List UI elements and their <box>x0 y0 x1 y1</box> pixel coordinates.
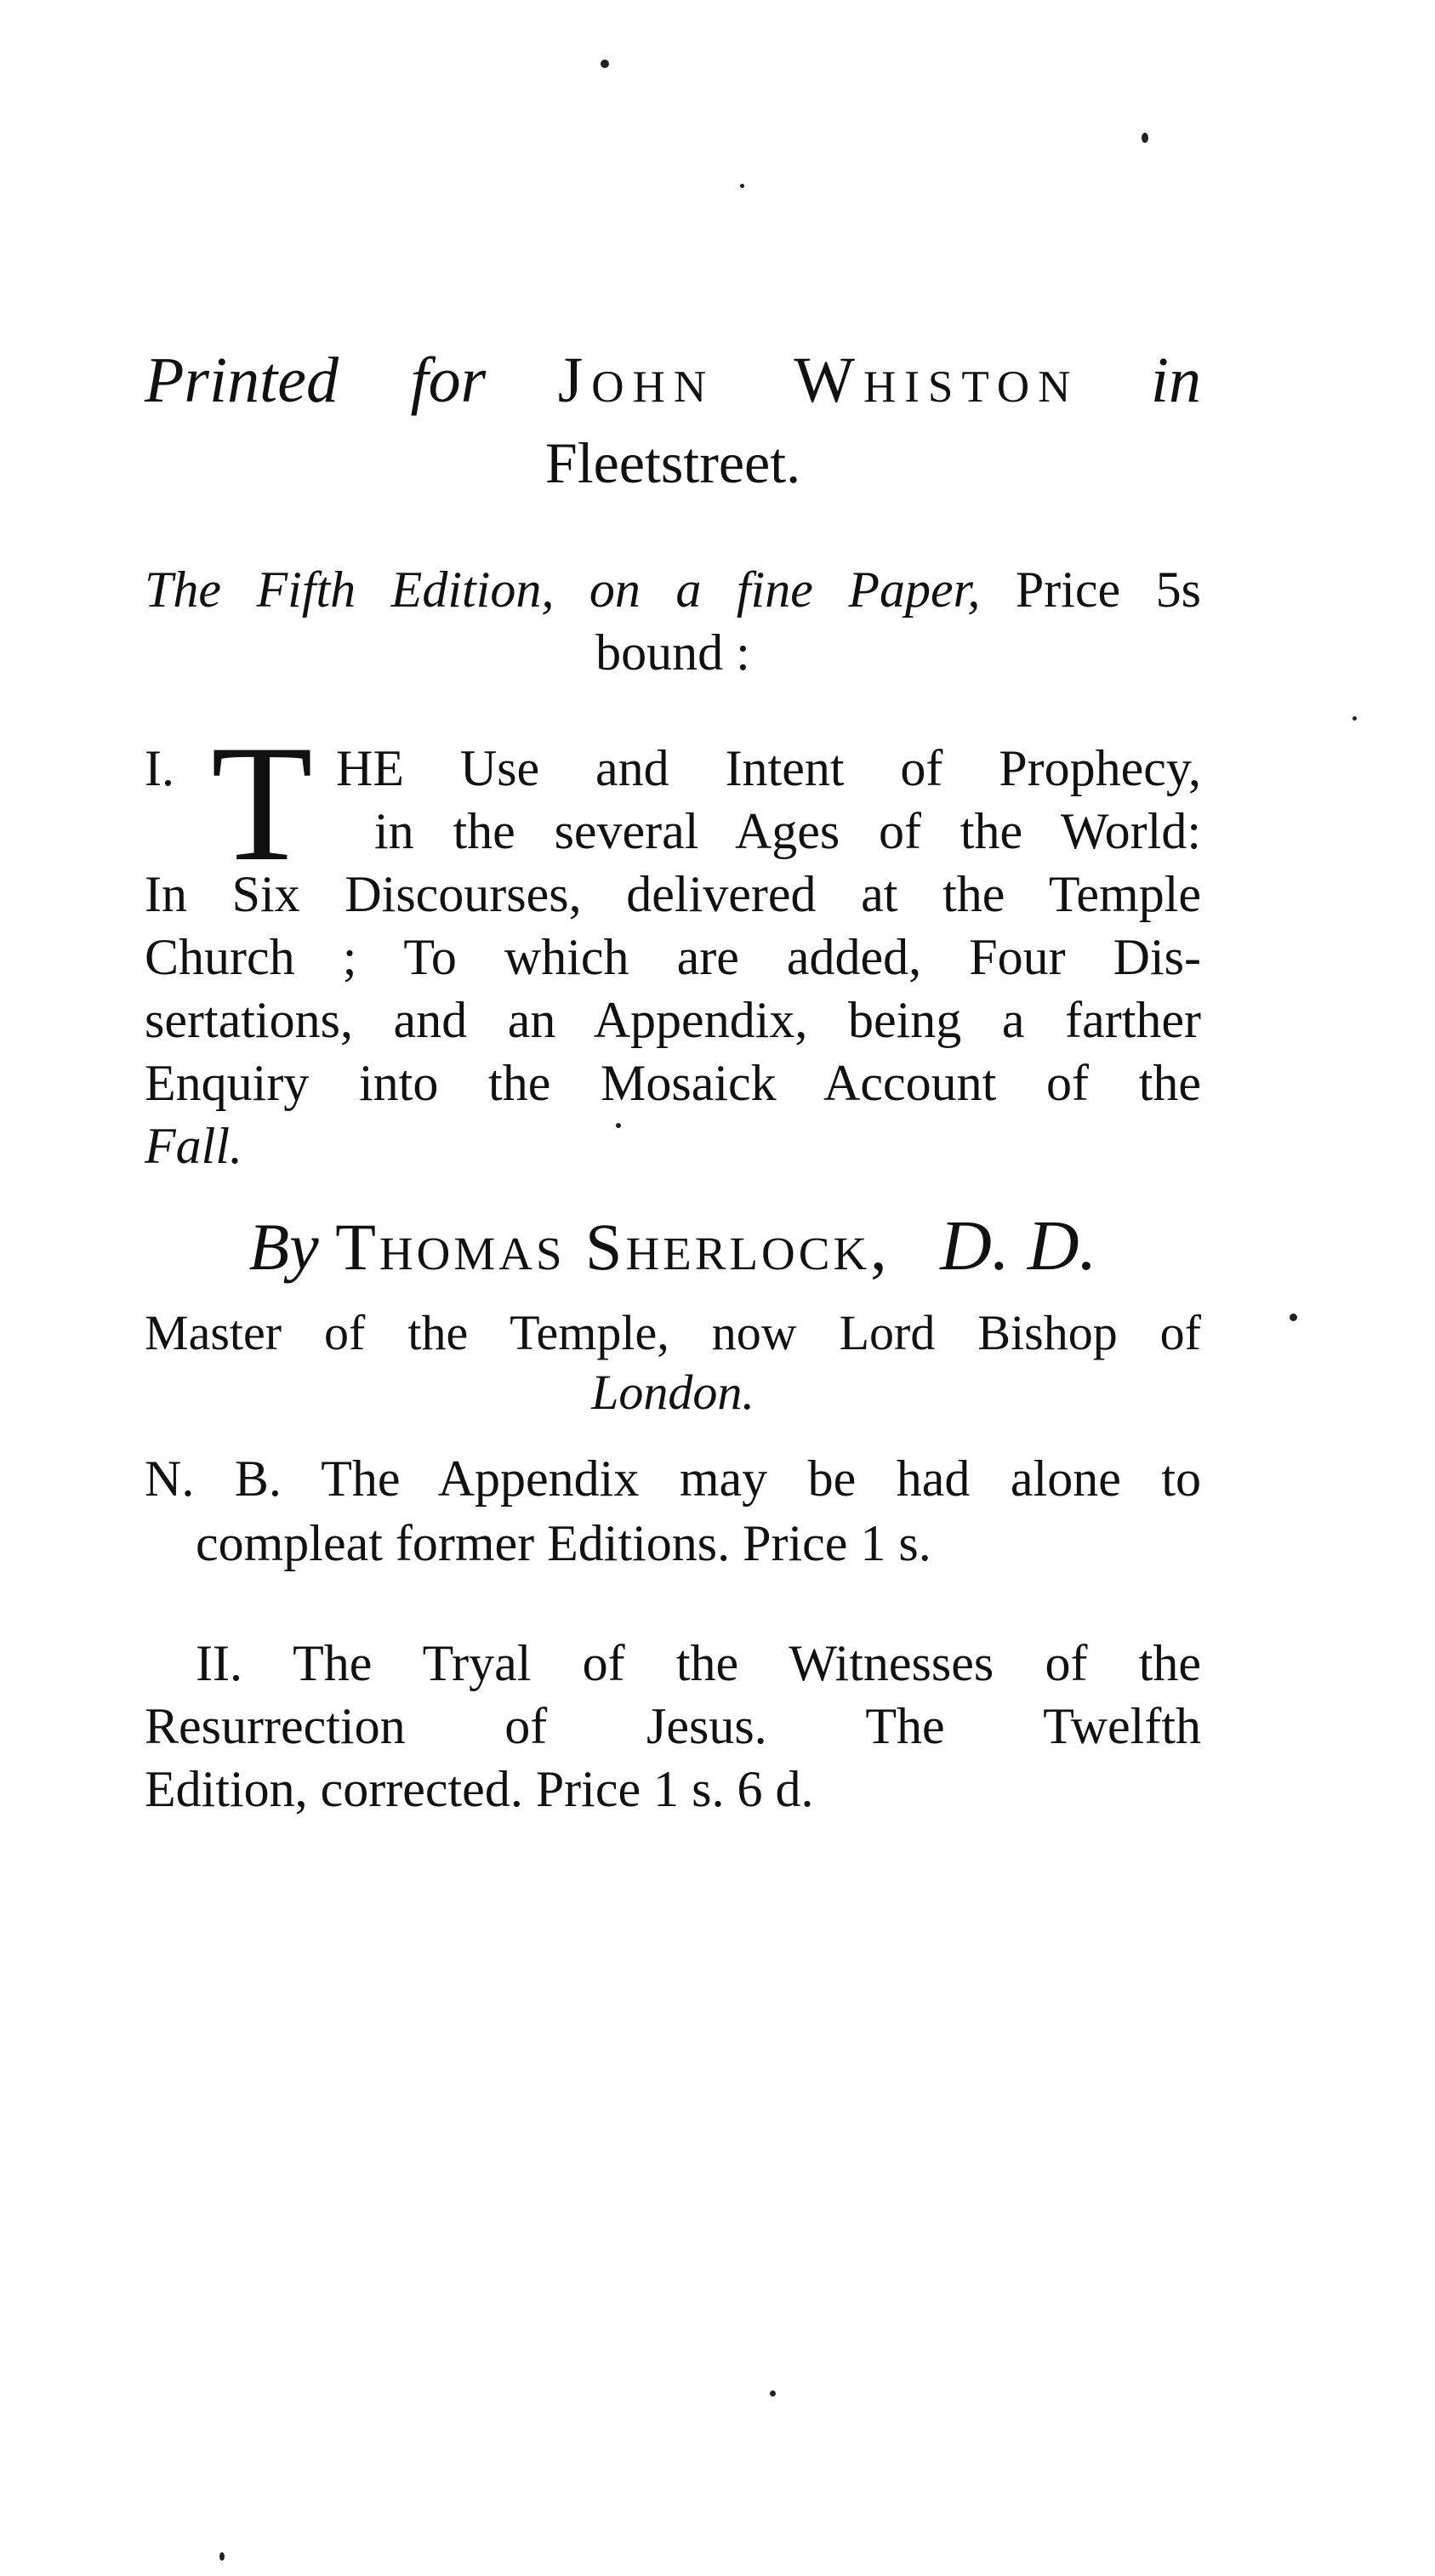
listing-line: II. The Tryal of the Witnesses of the <box>196 1635 1201 1691</box>
listing-item-2 <box>145 1632 1201 1821</box>
printed-for-text: Printed for <box>145 345 487 416</box>
publisher-place: Fleetstreet. <box>544 430 801 495</box>
drop-cap-letter: T <box>211 711 313 896</box>
listing-line: In Six Discourses, delivered at the Temple <box>145 866 1201 922</box>
author-by: By <box>248 1210 319 1284</box>
ink-speck <box>1352 716 1357 721</box>
author-title-line: Master of the Temple, now Lord Bishop of <box>145 1305 1201 1360</box>
listing-line: sertations, and an Appendix, being a farther <box>145 992 1201 1048</box>
listing-line: Enquiry into the Mosaick Account of the <box>145 1055 1201 1111</box>
ink-speck <box>740 184 744 188</box>
imprint-line <box>145 342 1201 419</box>
author-degree: D. D. <box>940 1206 1097 1285</box>
edition-line <box>145 558 1201 621</box>
author-name: Thomas Sherlock, <box>335 1210 891 1284</box>
listing-line: in the several Ages of the World: <box>374 803 1201 859</box>
nota-bene <box>145 1446 1201 1576</box>
listing-item-1 <box>145 711 1201 1177</box>
item-numeral: I. <box>145 740 174 796</box>
edition-notice <box>145 558 1201 684</box>
publisher-name: John Whiston <box>557 345 1079 416</box>
author-line <box>145 1208 1201 1285</box>
ink-speck <box>770 2391 776 2396</box>
ink-speck <box>1142 133 1148 143</box>
edition-text: The Fifth Edition, on a fine Paper, <box>145 561 981 618</box>
edition-binding: bound : <box>595 624 750 681</box>
ink-speck <box>219 2552 225 2561</box>
listing-line-text: HE Use and Intent of Prophecy, <box>335 740 1201 796</box>
listing-line: Fall. <box>145 1118 242 1174</box>
ink-speck <box>601 60 609 68</box>
ink-speck <box>1290 1314 1297 1321</box>
listing-line: Edition, corrected. Price 1 s. 6 d. <box>145 1761 814 1817</box>
listing-line: Resurrection of Jesus. The Twelfth <box>145 1698 1201 1754</box>
listing-line: Church ; To which are added, Four Dis- <box>145 929 1201 985</box>
author-title <box>145 1303 1201 1422</box>
nota-bene-line: N. B. The Appendix may be had alone to <box>145 1450 1201 1507</box>
edition-price: Price 5s <box>1015 561 1201 618</box>
author-title-place: London. <box>591 1365 755 1420</box>
nota-bene-line: compleat former Editions. Price 1 s. <box>196 1515 931 1571</box>
drop-cap <box>211 711 373 896</box>
in-text: in <box>1150 345 1202 416</box>
